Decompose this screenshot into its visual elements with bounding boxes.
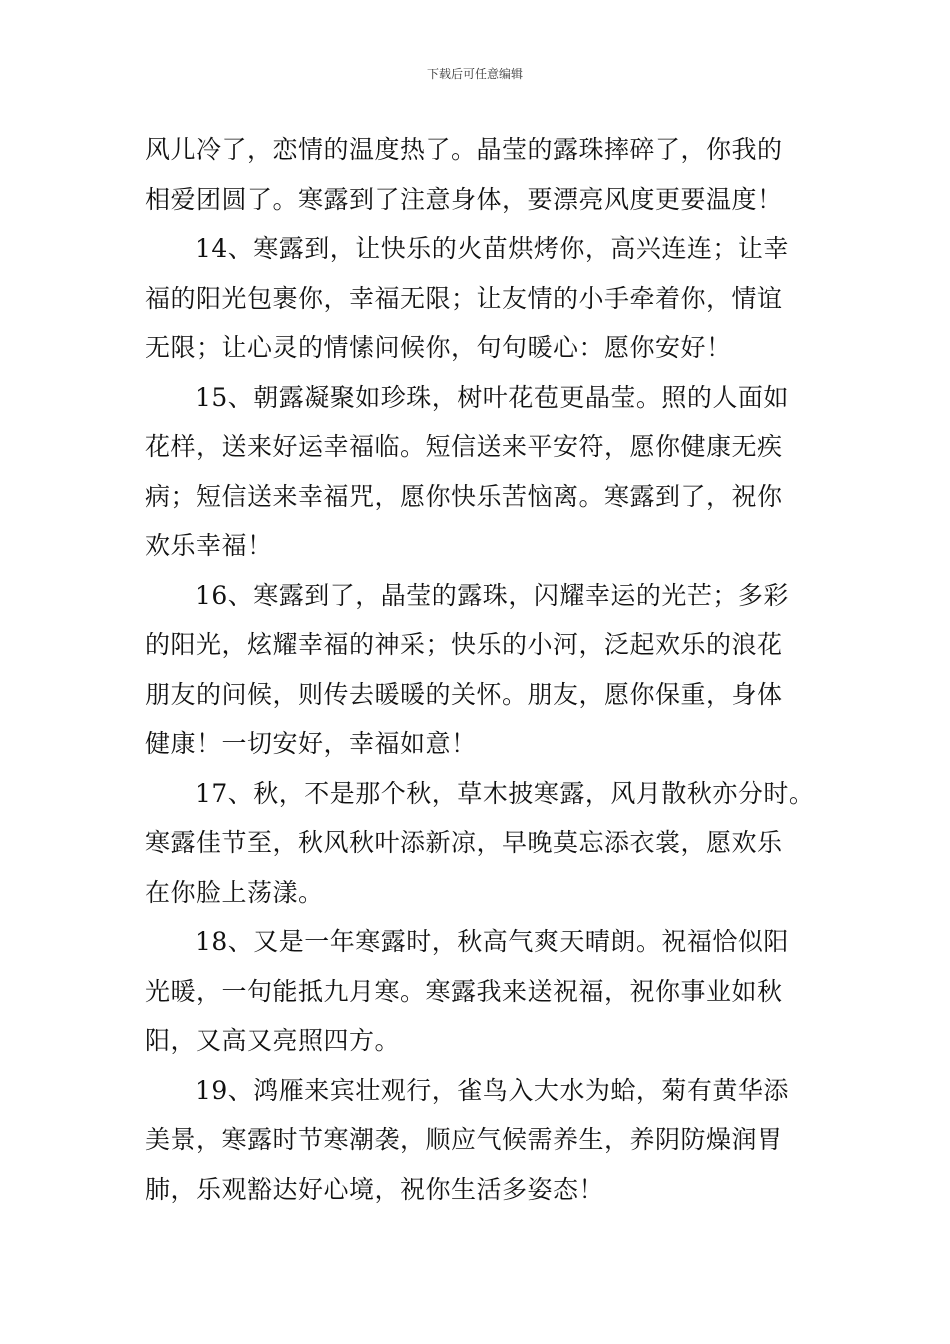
text-line: 阳，又高又亮照四方。	[145, 1026, 401, 1055]
text-line: 相爱团圆了。寒露到了注意身体，要漂亮风度更要温度！	[145, 184, 783, 214]
text-line: 光暖，一句能抵九月寒。寒露我来送祝福，祝你事业如秋	[145, 976, 783, 1006]
text-line: 欢乐幸福！	[145, 531, 273, 560]
text-line: 无限；让心灵的情愫问候你，句句暖心：愿你安好！	[145, 333, 732, 362]
text-line: 寒露佳节至，秋风秋叶添新凉，早晚莫忘添衣裳，愿欢乐	[145, 828, 783, 857]
header-note: 下载后可任意编辑	[426, 67, 523, 81]
text-line: 15、朝露凝聚如珍珠，树叶花苞更晶莹。照的人面如	[195, 382, 789, 412]
text-line: 风儿冷了，恋情的温度热了。晶莹的露珠摔碎了，你我的	[145, 135, 783, 164]
text-line: 19、鸿雁来宾壮观行，雀鸟入大水为蛤，菊有黄华添	[195, 1075, 789, 1105]
document-body	[145, 125, 817, 1214]
text-line: 14、寒露到，让快乐的火苗烘烤你，高兴连连；让幸	[195, 234, 789, 263]
text-line: 16、寒露到了，晶莹的露珠，闪耀幸运的光芒；多彩	[195, 580, 789, 610]
text-line: 健康！一切安好，幸福如意！	[145, 729, 477, 758]
text-line: 福的阳光包裹你，幸福无限；让友情的小手牵着你，情谊	[145, 283, 783, 313]
text-line: 朋友的问候，则传去暖暖的关怀。朋友，愿你保重，身体	[145, 679, 783, 709]
text-line: 肺，乐观豁达好心境，祝你生活多姿态！	[145, 1174, 605, 1204]
text-line: 病；短信送来幸福咒，愿你快乐苦恼离。寒露到了，祝你	[145, 481, 783, 511]
text-line: 花样，送来好运幸福临。短信送来平安符，愿你健康无疾	[145, 432, 783, 461]
text-line: 17、秋，不是那个秋，草木披寒露，风月散秋亦分时。	[195, 778, 815, 808]
text-line: 的阳光，炫耀幸福的神采；快乐的小河，泛起欢乐的浪花	[145, 630, 783, 659]
text-line: 18、又是一年寒露时，秋高气爽天晴朗。祝福恰似阳	[195, 927, 789, 956]
text-line: 美景，寒露时节寒潮袭，顺应气候需养生，养阴防燥润胃	[145, 1125, 783, 1154]
text-line: 在你脸上荡漾。	[145, 877, 324, 907]
